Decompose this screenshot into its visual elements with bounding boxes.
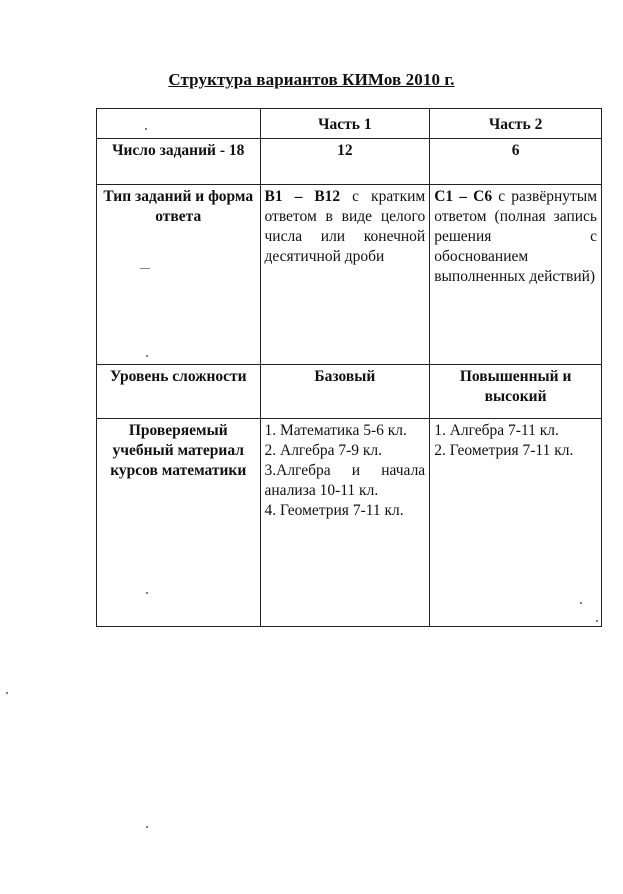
row-label-task-count: Число заданий - 18	[97, 139, 261, 185]
table-row	[97, 365, 602, 419]
cell-part2-difficulty: Повышенный и высокий	[430, 365, 602, 419]
list-item: 2. Геометрия 7-11 кл.	[434, 442, 574, 459]
table-row	[97, 139, 602, 185]
table-header-row	[97, 109, 602, 139]
list-item: 1. Алгебра 7-11 кл.	[434, 422, 559, 439]
header-part1: Часть 1	[260, 109, 430, 139]
list-item: 2. Алгебра 7-9 кл.	[264, 442, 383, 459]
row-label-task-type: Тип заданий и форма ответа	[97, 185, 261, 365]
cell-part1-difficulty: Базовый	[260, 365, 430, 419]
scan-speck	[146, 592, 148, 594]
kim-structure-table	[96, 108, 602, 627]
list-item: 4. Геометрия 7-11 кл.	[264, 502, 404, 519]
scan-speck	[580, 602, 582, 604]
scan-speck	[146, 826, 148, 828]
list-item: 3.Алгебра и начала анализа 10-11 кл.	[264, 462, 426, 499]
part1-task-description: с кратким ответом в виде целого числа или конечной десятичной дроби	[264, 188, 426, 265]
row-label-difficulty: Уровень сложности	[97, 365, 261, 419]
header-empty-cell	[97, 109, 261, 139]
cell-part2-task-type	[430, 185, 602, 365]
scan-speck	[596, 620, 598, 622]
cell-part2-material	[430, 419, 602, 627]
part1-material-list	[265, 421, 426, 521]
page-title: Структура вариантов КИМов 2010 г.	[168, 70, 455, 89]
scan-speck	[140, 268, 150, 269]
row-label-material: Проверяемый учебный материал курсов математики	[97, 419, 261, 627]
cell-part1-task-count: 12	[260, 139, 430, 185]
cell-part1-material	[260, 419, 430, 627]
part2-material-list	[434, 421, 597, 461]
scan-speck	[6, 692, 8, 694]
scan-speck	[146, 355, 148, 357]
header-part2: Часть 2	[430, 109, 602, 139]
table-row	[97, 419, 602, 627]
part2-task-description: с развёрнутым ответом (полная запись решения с обоснованием выполненных действий)	[434, 188, 598, 285]
part2-task-range: С1 – С6	[434, 188, 493, 205]
scan-speck	[145, 128, 147, 130]
cell-part2-task-count: 6	[430, 139, 602, 185]
cell-part1-task-type	[260, 185, 430, 365]
list-item: 1. Математика 5-6 кл.	[264, 422, 407, 439]
table-row	[97, 185, 602, 365]
part1-task-range: В1 – В12	[264, 188, 341, 205]
